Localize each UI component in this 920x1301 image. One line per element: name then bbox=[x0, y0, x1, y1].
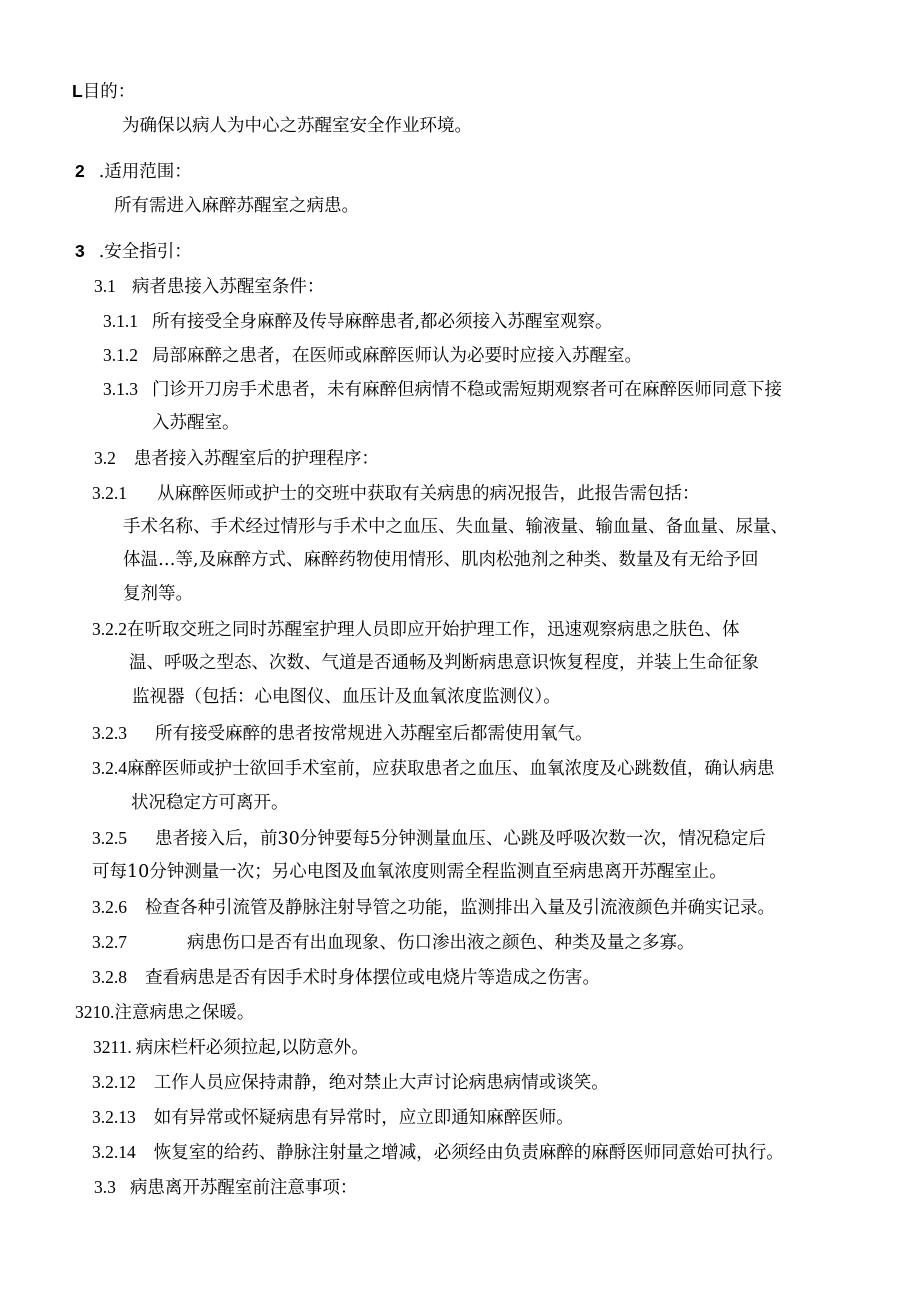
item-3-2-6 bbox=[92, 899, 775, 918]
item-3-1-2 bbox=[103, 347, 642, 366]
item-3-2-3 bbox=[92, 725, 593, 744]
section-2-body: 所有需进入麻醉苏醒室之病患。 bbox=[114, 196, 359, 216]
item-3-2-10 bbox=[75, 1004, 254, 1023]
item-3-2-5 bbox=[92, 830, 766, 849]
item-3-2-12 bbox=[92, 1074, 609, 1093]
subsection-3-1-heading bbox=[94, 278, 324, 297]
item-text: 工作人员应保持肃静，绝对禁止大声讨论病患病情或谈笑。 bbox=[153, 1073, 609, 1093]
section-1-body: 为确保以病人为中心之苏醒室安全作业环境。 bbox=[122, 116, 472, 136]
item-3-2-8 bbox=[92, 969, 600, 988]
item-3-2-13 bbox=[92, 1109, 574, 1128]
section-number: 3 bbox=[75, 241, 85, 261]
item-number: 3.2.5 bbox=[92, 828, 127, 848]
section-2-heading bbox=[75, 163, 192, 182]
item-number: 3.2.13 bbox=[92, 1107, 136, 1127]
item-number: 3.2.12 bbox=[92, 1072, 136, 1092]
item-3-2-2-line-3: 监视器（包括：心电图仪、血压计及血氧浓度监测仪）。 bbox=[132, 687, 561, 707]
item-text: 门诊开刀房手术患者，未有麻醉但病情不稳或需短期观察者可在麻醉医师同意下接 bbox=[152, 380, 782, 400]
subsection-title: 病者患接入苏醒室条件： bbox=[131, 277, 325, 297]
item-text: 检查各种引流管及静脉注射导管之功能，监测排出入量及引流液颜色并确实记录。 bbox=[145, 898, 775, 918]
section-title: .安全指引： bbox=[98, 242, 192, 262]
item-number: 3.2.3 bbox=[92, 723, 127, 743]
item-text: 所有接受全身麻醉及传导麻醉患者,都必须接入苏醒室观察。 bbox=[152, 312, 613, 332]
section-1-heading bbox=[72, 83, 135, 102]
item-3-2-4-line-2: 状况稳定方可离开。 bbox=[131, 793, 289, 813]
section-3-heading bbox=[75, 243, 192, 262]
item-3-2-1-line-3: 体温…等,及麻醉方式、麻醉药物使用情形、肌肉松弛剂之种类、数量及有无给予回 bbox=[123, 550, 759, 570]
section-title: .适用范围： bbox=[98, 162, 192, 182]
section-number: 2 bbox=[75, 161, 85, 181]
item-text: 从麻醉医师或护士的交班中获取有关病患的病况报告，此报告需包括： bbox=[157, 484, 700, 504]
item-number: 3.2.8 bbox=[92, 967, 127, 987]
item-number: 3.2.6 bbox=[92, 897, 127, 917]
item-3-2-5-line-2: 可每10分钟测量一次；另心电图及血氧浓度则需全程监测直至病患离开苏醒室止。 bbox=[92, 862, 727, 882]
item-number: 3.2.14 bbox=[92, 1142, 136, 1162]
subsection-number: 3.2 bbox=[94, 448, 116, 468]
item-text: 恢复室的给药、静脉注射量之增减，必须经由负责麻醉的麻酹医师同意始可执行。 bbox=[153, 1143, 784, 1163]
item-3-2-1-line-4: 复剂等。 bbox=[123, 584, 193, 604]
section-title: 目的： bbox=[82, 82, 136, 102]
item-3-2-7 bbox=[92, 934, 695, 953]
item-number: 3.2.2 bbox=[92, 619, 127, 639]
subsection-number: 3.1 bbox=[94, 276, 116, 296]
item-number: 3.1.2 bbox=[103, 345, 138, 365]
item-3-1-3 bbox=[103, 381, 782, 400]
subsection-3-3-heading bbox=[94, 1179, 357, 1198]
item-text: 患者接入后，前30分钟要每5分钟测量血压、心跳及呼吸次数一次，情况稳定后 bbox=[155, 829, 766, 849]
item-number: 3.1.1 bbox=[103, 311, 138, 331]
item-3-2-2-line-2: 温、呼吸之型态、次数、气道是否通畅及判断病患意识恢复程度，并装上生命征象 bbox=[129, 653, 759, 673]
item-text: 如有异常或怀疑病患有异常时，应立即通知麻醉医师。 bbox=[153, 1108, 574, 1128]
item-3-1-1 bbox=[103, 313, 613, 332]
subsection-3-2-heading bbox=[94, 450, 379, 469]
item-number: 3210. bbox=[75, 1002, 115, 1022]
subsection-title: 病患离开苏醒室前注意事项： bbox=[129, 1178, 358, 1198]
section-number: L bbox=[72, 81, 83, 101]
subsection-number: 3.3 bbox=[94, 1177, 116, 1197]
item-3-2-1-line-2: 手术名称、手术经过情形与手术中之血压、失血量、输液量、输血量、备血量、尿量、 bbox=[123, 517, 788, 537]
item-3-2-11 bbox=[93, 1039, 369, 1058]
subsection-title: 患者接入苏醒室后的护理程序： bbox=[133, 449, 379, 469]
item-number: 3211. bbox=[93, 1037, 132, 1057]
item-3-2-2 bbox=[92, 621, 740, 640]
item-text: 病患伤口是否有出血现象、伤口渗出液之颜色、种类及量之多寡。 bbox=[187, 933, 695, 953]
item-number: 3.2.7 bbox=[92, 932, 127, 952]
item-text: 查看病患是否有因手术时身体摆位或电烧片等造成之伤害。 bbox=[145, 968, 600, 988]
item-3-1-3-continued: 入苏醒室。 bbox=[152, 413, 240, 433]
item-3-2-1 bbox=[92, 485, 700, 504]
item-text: 病床栏杆必须拉起,以防意外。 bbox=[135, 1038, 369, 1058]
item-text: 局部麻醉之患者，在医师或麻醉医师认为必要时应接入苏醒室。 bbox=[152, 346, 642, 366]
item-3-2-4 bbox=[92, 760, 775, 779]
item-text: 麻醉医师或护士欲回手术室前，应获取患者之血压、血氧浓度及心跳数值，确认病患 bbox=[127, 759, 775, 779]
item-text: 所有接受麻醉的患者按常规进入苏醒室后都需使用氧气。 bbox=[155, 724, 593, 744]
item-number: 3.2.4 bbox=[92, 758, 127, 778]
item-number: 3.1.3 bbox=[103, 379, 138, 399]
item-3-2-14 bbox=[92, 1144, 784, 1163]
item-text: 在听取交班之同时苏醒室护理人员即应开始护理工作，迅速观察病患之肤色、体 bbox=[127, 620, 740, 640]
item-text: 注意病患之保暖。 bbox=[114, 1003, 255, 1023]
item-number: 3.2.1 bbox=[92, 483, 127, 503]
